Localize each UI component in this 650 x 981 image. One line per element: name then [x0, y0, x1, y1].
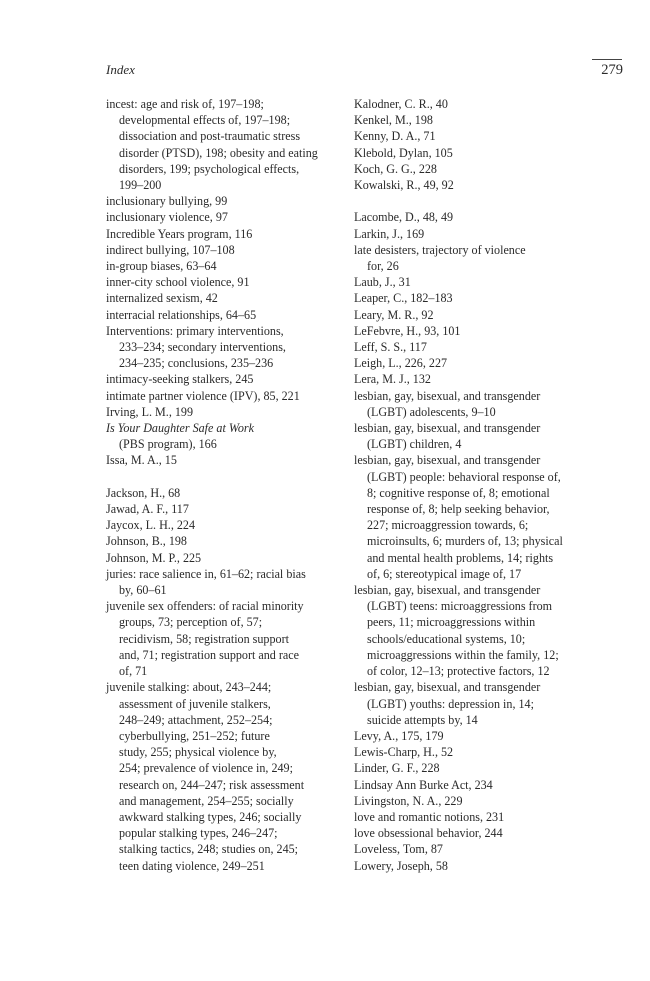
index-entry [354, 96, 626, 112]
index-entry-line: lesbian, gay, bisexual, and transgender [354, 583, 541, 598]
index-entry [106, 96, 338, 193]
index-entry [106, 193, 338, 209]
index-entry-line: of, 6; stereotypical image of, 17 [367, 566, 522, 581]
index-entry [354, 841, 626, 857]
index-entry-line: interracial relationships, 64–65 [106, 307, 257, 322]
index-entry-line: 199–200 [119, 178, 162, 193]
letter-group-spacer [354, 193, 626, 209]
index-entry-line: groups, 73; perception of, 57; [119, 615, 263, 630]
index-entry-line: Leary, M. R., 92 [354, 307, 434, 322]
index-entry-line: 234–235; conclusions, 235–236 [119, 356, 274, 371]
index-entry-line: (LGBT) teens: microaggressions from [367, 599, 553, 614]
index-entry [354, 177, 626, 193]
index-entry [106, 566, 338, 598]
index-entry-line: Jaycox, L. H., 224 [106, 518, 196, 533]
index-entry-line: recidivism, 58; registration support [119, 631, 289, 646]
index-entry-line: late desisters, trajectory of violence [354, 242, 526, 257]
index-entry-line: juvenile sex offenders: of racial minority [106, 599, 304, 614]
index-entry-line: for, 26 [367, 259, 399, 274]
index-entry [354, 226, 626, 242]
index-entry [354, 290, 626, 306]
index-column-right [354, 96, 626, 874]
index-entry-line: assessment of juvenile stalkers, [119, 696, 271, 711]
index-entry-line: Loveless, Tom, 87 [354, 842, 443, 857]
page-number: 279 [601, 62, 623, 78]
index-entry [106, 598, 338, 679]
index-entry-line: Leaper, C., 182–183 [354, 291, 453, 306]
running-head: Index [106, 62, 135, 77]
letter-group-spacer [106, 469, 338, 485]
index-entry-line: microaggressions within the family, 12; [367, 647, 559, 662]
index-entry-line: Kenny, D. A., 71 [354, 129, 436, 144]
index-entry [354, 128, 626, 144]
index-entry-line: lesbian, gay, bisexual, and transgender [354, 388, 541, 403]
index-entry [106, 404, 338, 420]
index-entry-line: LeFebvre, H., 93, 101 [354, 323, 461, 338]
index-entry-line: Levy, A., 175, 179 [354, 728, 444, 743]
index-entry [106, 209, 338, 225]
index-entry-line: Issa, M. A., 15 [106, 453, 177, 468]
index-entry [106, 420, 338, 452]
index-entry-line: Linder, G. F., 228 [354, 761, 440, 776]
index-entry-line: and management, 254–255; socially [119, 793, 294, 808]
index-entry-line: of, 71 [119, 664, 148, 679]
index-entry-line: microinsults, 6; murders of, 13; physical [367, 534, 563, 549]
index-entry-line: 8; cognitive response of, 8; emotional [367, 485, 550, 500]
index-entry-line: juvenile stalking: about, 243–244; [106, 680, 272, 695]
index-entry-line: in-group biases, 63–64 [106, 259, 217, 274]
index-entry-line: Incredible Years program, 116 [106, 226, 253, 241]
index-entry [354, 161, 626, 177]
index-entry-line: Lowery, Joseph, 58 [354, 858, 448, 873]
index-entry-line: Larkin, J., 169 [354, 226, 425, 241]
index-entry [106, 517, 338, 533]
index-entry-line: suicide attempts by, 14 [367, 712, 478, 727]
index-entry [106, 485, 338, 501]
index-entry [106, 533, 338, 549]
index-entry [354, 388, 626, 420]
index-entry [106, 371, 338, 387]
index-entry-line: love and romantic notions, 231 [354, 809, 505, 824]
index-entry-line: developmental effects of, 197–198; [119, 113, 291, 128]
index-entry [354, 242, 626, 274]
index-entry [354, 452, 626, 582]
index-entry-line: incest: age and risk of, 197–198; [106, 97, 264, 111]
index-entry-line: Klebold, Dylan, 105 [354, 145, 453, 160]
index-entry-line: and mental health problems, 14; rights [367, 550, 554, 565]
index-entry [354, 420, 626, 452]
index-entry-line: 233–234; secondary interventions, [119, 340, 286, 355]
index-entry-line: Kalodner, C. R., 40 [354, 97, 448, 111]
index-entry-line: Irving, L. M., 199 [106, 404, 194, 419]
index-entry-line: Johnson, M. P., 225 [106, 550, 202, 565]
index-entry-line: response of, 8; help seeking behavior, [367, 502, 550, 517]
index-entry-line: Lacombe, D., 48, 49 [354, 210, 454, 225]
index-entry-line: study, 255; physical violence by, [119, 745, 277, 760]
index-entry-line: Koch, G. G., 228 [354, 161, 437, 176]
index-entry [354, 307, 626, 323]
index-entry-line: Leigh, L., 226, 227 [354, 356, 448, 371]
index-entry [354, 582, 626, 679]
index-entry-line: Johnson, B., 198 [106, 534, 187, 549]
index-entry-line: love obsessional behavior, 244 [354, 826, 503, 841]
index-entry-line: intimacy-seeking stalkers, 245 [106, 372, 254, 387]
index-entry [354, 339, 626, 355]
index-entry-line: and, 71; registration support and race [119, 647, 300, 662]
index-entry-line: disorders, 199; psychological effects, [119, 161, 300, 176]
index-entry-line: (PBS program), 166 [119, 437, 217, 452]
index-entry-line: Interventions: primary interventions, [106, 323, 284, 338]
index-entry-line: disorder (PTSD), 198; obesity and eating [119, 145, 318, 160]
index-entry-line: 227; microaggression towards, 6; [367, 518, 529, 533]
index-entry-line: of color, 12–13; protective factors, 12 [367, 664, 550, 679]
index-entry [354, 323, 626, 339]
header-rule [592, 59, 622, 60]
index-entry-line: teen dating violence, 249–251 [119, 858, 265, 873]
index-entry [106, 290, 338, 306]
index-column-left [106, 96, 338, 874]
index-entry [354, 371, 626, 387]
index-entry [106, 258, 338, 274]
index-entry-line: Livingston, N. A., 229 [354, 793, 463, 808]
index-entry-line: research on, 244–247; risk assessment [119, 777, 305, 792]
index-entry-line: (LGBT) children, 4 [367, 437, 462, 452]
index-entry [106, 550, 338, 566]
index-entry-line: Leff, S. S., 117 [354, 340, 427, 355]
index-entry [354, 744, 626, 760]
index-entry-line: Kenkel, M., 198 [354, 113, 433, 128]
index-entry-line: lesbian, gay, bisexual, and transgender [354, 421, 541, 436]
index-entry [106, 501, 338, 517]
index-entry [354, 274, 626, 290]
index-entry [106, 226, 338, 242]
index-entry-line: lesbian, gay, bisexual, and transgender [354, 680, 541, 695]
index-entry-line: cyberbullying, 251–252; future [119, 728, 270, 743]
index-entry [106, 679, 338, 873]
index-entry [106, 242, 338, 258]
index-entry [354, 809, 626, 825]
index-entry-line: peers, 11; microaggressions within [367, 615, 536, 630]
index-entry-line: inclusionary bullying, 99 [106, 194, 228, 209]
index-entry-line: Lewis-Charp, H., 52 [354, 745, 454, 760]
index-entry-line: dissociation and post-traumatic stress [119, 129, 301, 144]
index-entry-line: stalking tactics, 248; studies on, 245; [119, 842, 299, 857]
index-entry-line: awkward stalking types, 246; socially [119, 809, 302, 824]
index-entry-line: Kowalski, R., 49, 92 [354, 178, 454, 193]
index-entry [106, 274, 338, 290]
index-entry [354, 760, 626, 776]
index-entry-line: schools/educational systems, 10; [367, 631, 526, 646]
index-entry [354, 793, 626, 809]
index-entry [106, 323, 338, 372]
index-entry [354, 145, 626, 161]
index-entry [354, 858, 626, 874]
index-entry-line: inner-city school violence, 91 [106, 275, 250, 290]
index-entry [354, 728, 626, 744]
index-entry-line: 248–249; attachment, 252–254; [119, 712, 273, 727]
index-entry-line: internalized sexism, 42 [106, 291, 218, 306]
index-entry [354, 825, 626, 841]
index-entry-line: by, 60–61 [119, 583, 167, 598]
index-entry-line: indirect bullying, 107–108 [106, 242, 235, 257]
index-entry-line: lesbian, gay, bisexual, and transgender [354, 453, 541, 468]
index-entry [106, 452, 338, 468]
index-entry-line: Lera, M. J., 132 [354, 372, 431, 387]
index-entry [354, 209, 626, 225]
index-entry [354, 777, 626, 793]
index-entry-line: (LGBT) adolescents, 9–10 [367, 404, 496, 419]
index-entry-line: Is Your Daughter Safe at Work [106, 421, 254, 436]
index-entry [354, 355, 626, 371]
index-entry-line: intimate partner violence (IPV), 85, 221 [106, 388, 300, 403]
index-entry [354, 679, 626, 728]
index-entry-line: 254; prevalence of violence in, 249; [119, 761, 293, 776]
index-entry [354, 112, 626, 128]
index-entry-line: Jawad, A. F., 117 [106, 502, 189, 517]
index-entry-line: Jackson, H., 68 [106, 485, 181, 500]
index-entry-line: popular stalking types, 246–247; [119, 826, 278, 841]
index-entry-line: Lindsay Ann Burke Act, 234 [354, 777, 493, 792]
index-entry-line: (LGBT) people: behavioral response of, [367, 469, 561, 484]
index-entry-line: (LGBT) youths: depression in, 14; [367, 696, 534, 711]
index-entry-line: inclusionary violence, 97 [106, 210, 228, 225]
index-entry-line: Laub, J., 31 [354, 275, 411, 290]
index-entry [106, 307, 338, 323]
index-entry-line: juries: race salience in, 61–62; racial bias [106, 566, 306, 581]
index-entry [106, 388, 338, 404]
